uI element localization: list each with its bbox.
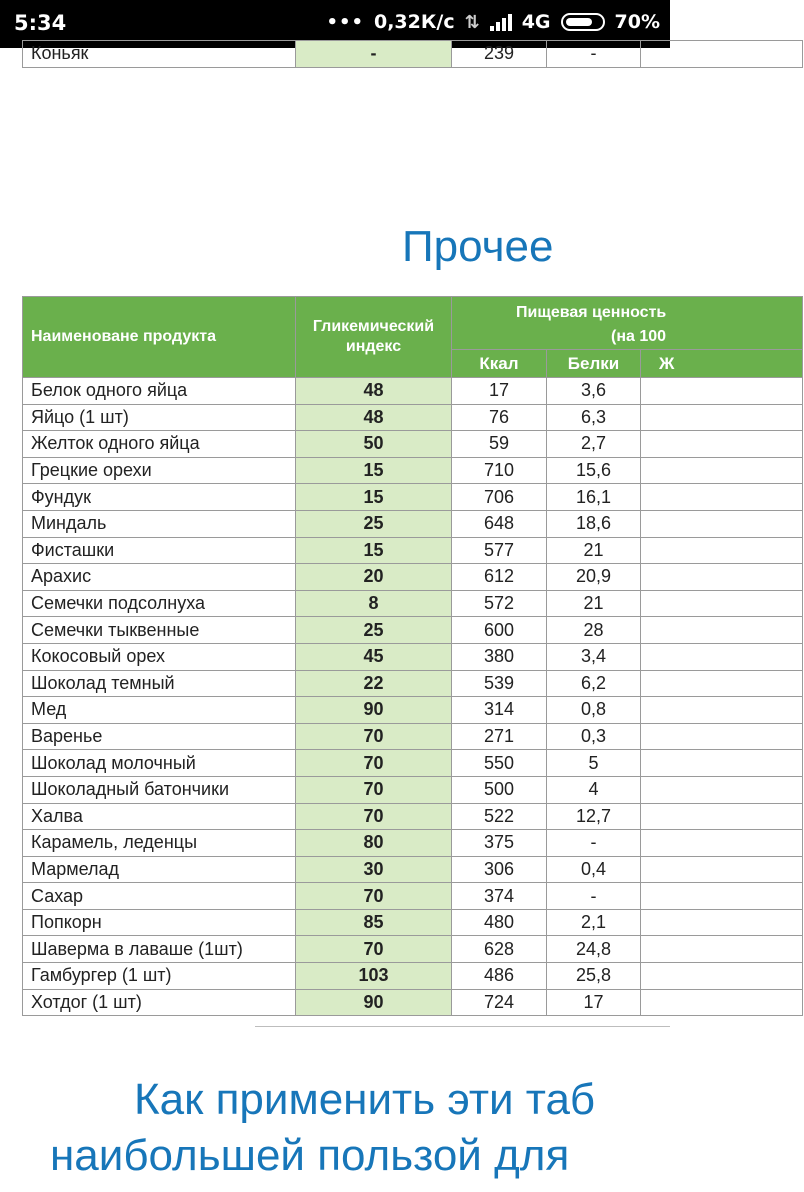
product-name: Мед (23, 697, 296, 724)
kcal-value: 306 (452, 856, 547, 883)
gi-value: 15 (296, 484, 452, 511)
kcal-value: 710 (452, 457, 547, 484)
kcal-value: 500 (452, 776, 547, 803)
protein-value: 12,7 (547, 803, 641, 830)
gi-value: 80 (296, 830, 452, 857)
product-name: Сахар (23, 883, 296, 910)
product-name: Карамель, леденцы (23, 830, 296, 857)
header-fat: Ж (641, 350, 803, 378)
fat-value (641, 617, 803, 644)
table-row (23, 989, 803, 1016)
product-name: Желток одного яйца (23, 431, 296, 458)
fat-value (641, 41, 803, 68)
protein-value: 2,7 (547, 431, 641, 458)
protein-value: 16,1 (547, 484, 641, 511)
kcal-value: 628 (452, 936, 547, 963)
notification-dots-icon: ••• (326, 11, 364, 33)
table-row (23, 750, 803, 777)
kcal-value: 59 (452, 431, 547, 458)
gi-table (22, 296, 803, 1016)
fat-value (641, 670, 803, 697)
product-name: Шоколадный батончики (23, 776, 296, 803)
fat-value (641, 963, 803, 990)
fat-value (641, 803, 803, 830)
protein-value: 21 (547, 590, 641, 617)
fat-value (641, 750, 803, 777)
signal-icon (490, 13, 512, 31)
gi-value: 103 (296, 963, 452, 990)
gi-value: 30 (296, 856, 452, 883)
previous-table (22, 40, 803, 68)
table-row (23, 378, 803, 405)
kcal-value: 706 (452, 484, 547, 511)
header-gi (296, 297, 452, 378)
fat-value (641, 883, 803, 910)
product-name: Мармелад (23, 856, 296, 883)
kcal-value: 314 (452, 697, 547, 724)
table-row (23, 643, 803, 670)
table-row (23, 590, 803, 617)
fat-value (641, 830, 803, 857)
protein-value: 21 (547, 537, 641, 564)
table-row (23, 41, 803, 68)
battery-icon (561, 13, 605, 31)
table-row (23, 963, 803, 990)
table-row (23, 484, 803, 511)
gi-value: 50 (296, 431, 452, 458)
product-name: Грецкие орехи (23, 457, 296, 484)
protein-value: - (547, 41, 641, 68)
kcal-value: 600 (452, 617, 547, 644)
product-name: Кокосовый орех (23, 643, 296, 670)
gi-value: 85 (296, 909, 452, 936)
table-row (23, 510, 803, 537)
fat-value (641, 457, 803, 484)
product-name: Семечки подсолнуха (23, 590, 296, 617)
battery-level: 70% (614, 11, 660, 33)
gi-value: 45 (296, 643, 452, 670)
gi-value: 70 (296, 776, 452, 803)
protein-value: 2,1 (547, 909, 641, 936)
table-row (23, 803, 803, 830)
product-name: Шоколад темный (23, 670, 296, 697)
protein-value: 6,3 (547, 404, 641, 431)
protein-value: 25,8 (547, 963, 641, 990)
gi-value: 25 (296, 617, 452, 644)
table-row (23, 431, 803, 458)
kcal-value: 648 (452, 510, 547, 537)
fat-value (641, 431, 803, 458)
kcal-value: 239 (452, 41, 547, 68)
protein-value: - (547, 830, 641, 857)
fat-value (641, 484, 803, 511)
header-nutrition-line2: (на 100 (611, 328, 667, 345)
kcal-value: 271 (452, 723, 547, 750)
protein-value: 0,4 (547, 856, 641, 883)
table-row (23, 670, 803, 697)
network-type: 4G (521, 11, 551, 33)
table-row (23, 537, 803, 564)
gi-value: 25 (296, 510, 452, 537)
gi-value: 70 (296, 883, 452, 910)
kcal-value: 572 (452, 590, 547, 617)
fat-value (641, 590, 803, 617)
kcal-value: 577 (452, 537, 547, 564)
product-name: Шаверма в лаваше (1шт) (23, 936, 296, 963)
fat-value (641, 856, 803, 883)
protein-value: 20,9 (547, 564, 641, 591)
status-icons (326, 11, 660, 33)
gi-value: - (296, 41, 452, 68)
protein-value: 15,6 (547, 457, 641, 484)
protein-value: 0,3 (547, 723, 641, 750)
cta-line2: наибольшей пользой для (50, 1131, 570, 1180)
protein-value: 6,2 (547, 670, 641, 697)
product-name: Фундук (23, 484, 296, 511)
fat-value (641, 378, 803, 405)
header-protein: Белки (547, 350, 641, 378)
product-name: Гамбургер (1 шт) (23, 963, 296, 990)
product-name: Варенье (23, 723, 296, 750)
product-name: Коньяк (23, 41, 296, 68)
kcal-value: 612 (452, 564, 547, 591)
kcal-value: 522 (452, 803, 547, 830)
data-transfer-icon: ⇅ (464, 11, 480, 33)
protein-value: 3,4 (547, 643, 641, 670)
header-nutrition-line1: Пищевая ценность (516, 304, 667, 321)
fat-value (641, 723, 803, 750)
protein-value: 0,8 (547, 697, 641, 724)
fat-value (641, 776, 803, 803)
table-row (23, 936, 803, 963)
gi-value: 70 (296, 803, 452, 830)
protein-value: 24,8 (547, 936, 641, 963)
kcal-value: 76 (452, 404, 547, 431)
gi-value: 70 (296, 936, 452, 963)
gi-value: 48 (296, 378, 452, 405)
fat-value (641, 404, 803, 431)
gi-value: 20 (296, 564, 452, 591)
network-speed: 0,32К/с (373, 11, 455, 33)
gi-value: 15 (296, 457, 452, 484)
fat-value (641, 564, 803, 591)
kcal-value: 375 (452, 830, 547, 857)
gi-value: 15 (296, 537, 452, 564)
fat-value (641, 989, 803, 1016)
product-name: Попкорн (23, 909, 296, 936)
fat-value (641, 537, 803, 564)
product-name: Хотдог (1 шт) (23, 989, 296, 1016)
gi-value: 70 (296, 750, 452, 777)
table-row (23, 564, 803, 591)
product-name: Халва (23, 803, 296, 830)
gi-value: 70 (296, 723, 452, 750)
product-name: Миндаль (23, 510, 296, 537)
protein-value: 18,6 (547, 510, 641, 537)
header-product-name: Наименоване продукта (23, 297, 296, 378)
table-row (23, 617, 803, 644)
table-body (23, 378, 803, 1016)
fat-value (641, 697, 803, 724)
table-row (23, 404, 803, 431)
fat-value (641, 510, 803, 537)
protein-value: 3,6 (547, 378, 641, 405)
table-row (23, 457, 803, 484)
product-name: Белок одного яйца (23, 378, 296, 405)
protein-value: 17 (547, 989, 641, 1016)
product-name: Шоколад молочный (23, 750, 296, 777)
table-row (23, 776, 803, 803)
section-title: Прочее (402, 222, 554, 271)
table-row (23, 883, 803, 910)
kcal-value: 374 (452, 883, 547, 910)
table-row (23, 830, 803, 857)
gi-value: 90 (296, 989, 452, 1016)
protein-value: - (547, 883, 641, 910)
fat-value (641, 909, 803, 936)
table-row (23, 856, 803, 883)
table-row (23, 909, 803, 936)
table-row (23, 697, 803, 724)
header-nutrition (452, 297, 803, 350)
header-kcal: Ккал (452, 350, 547, 378)
product-name: Яйцо (1 шт) (23, 404, 296, 431)
product-name: Семечки тыквенные (23, 617, 296, 644)
kcal-value: 480 (452, 909, 547, 936)
product-name: Арахис (23, 564, 296, 591)
gi-value: 8 (296, 590, 452, 617)
table-row (23, 723, 803, 750)
cta-heading (0, 1072, 670, 1184)
kcal-value: 380 (452, 643, 547, 670)
protein-value: 28 (547, 617, 641, 644)
kcal-value: 486 (452, 963, 547, 990)
gi-value: 48 (296, 404, 452, 431)
divider (255, 1026, 670, 1027)
fat-value (641, 643, 803, 670)
gi-value: 22 (296, 670, 452, 697)
protein-value: 4 (547, 776, 641, 803)
product-name: Фисташки (23, 537, 296, 564)
header-gi-line2: индекс (345, 338, 402, 355)
protein-value: 5 (547, 750, 641, 777)
header-gi-line1: Гликемический (312, 318, 435, 335)
kcal-value: 550 (452, 750, 547, 777)
cta-line1: Как применить эти таб (134, 1075, 596, 1124)
gi-value: 90 (296, 697, 452, 724)
status-time: 5:34 (14, 11, 67, 35)
kcal-value: 724 (452, 989, 547, 1016)
kcal-value: 17 (452, 378, 547, 405)
kcal-value: 539 (452, 670, 547, 697)
fat-value (641, 936, 803, 963)
